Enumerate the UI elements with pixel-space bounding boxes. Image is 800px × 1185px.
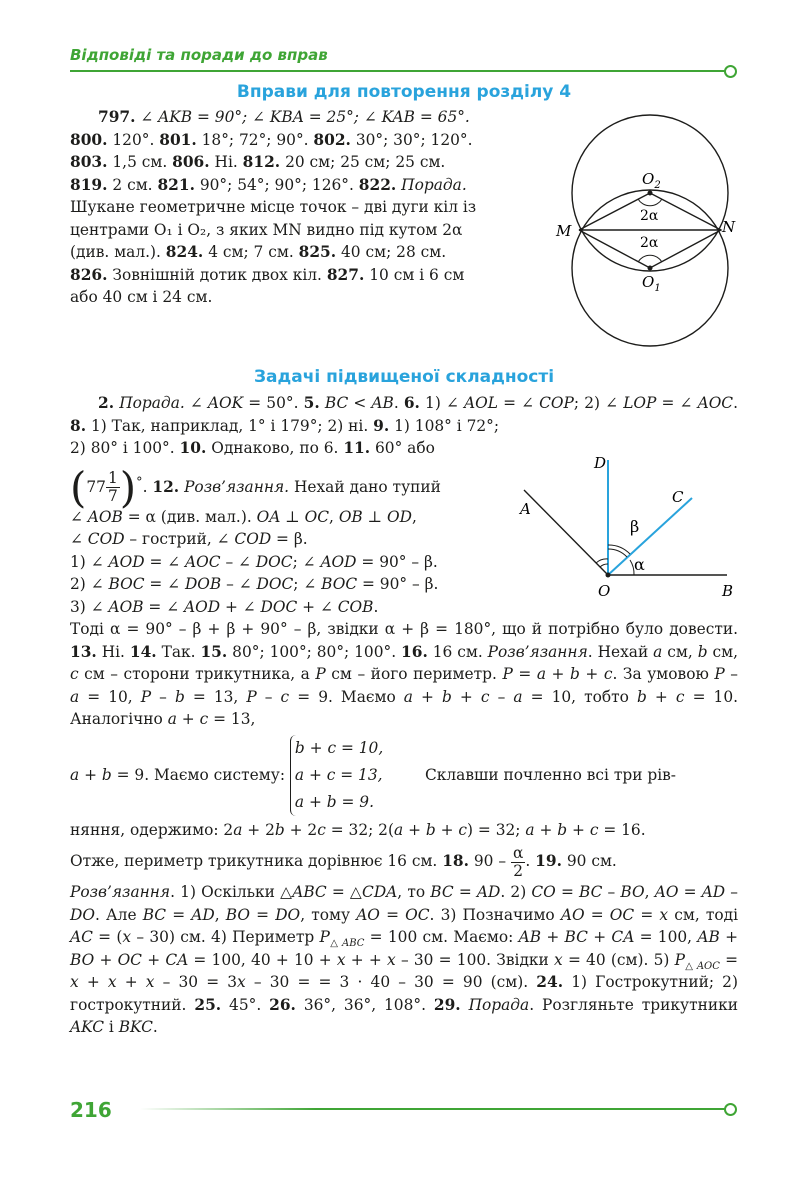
frac-whole: 77 xyxy=(86,477,106,496)
label-d: D xyxy=(594,454,607,472)
header-rule-end xyxy=(724,65,737,78)
answer-line: Розв’язання. 1) Оскільки △ABC = △CDA, то BC = AD. 2) CO = BC – BO, AO = AD – DO. Але BC = AD, BO = DO, тому AO = OC. 3) Позначимо AO = OC = x см, тоді AC = (x – 30) см. 4) Периметр $P_{\triangle ABC} = 100$ см. Маємо: AB + BC + CA = 100, AB + BO + OC + CA = 100, 40 + 10 + x + + x – 30 = 100. Звідки x = 40 (см). 5) $P_{\triangle AOC} = x + x + x - 30 = 3x - 30$ = = 3 · 40 – 30 = 90 (см). 24. 1) Гострокутний; 2) гострокутний. 25. 45°. 26. 36°, 36°, 108°. 29. Порада. Розгляньте трикутники AKC і BKC. xyxy=(70,883,739,1036)
answer-line: няння, одержимо: 2a + 2b + 2c = 32; 2(a + b + c) = 32; a + b + c = 16. xyxy=(70,820,646,839)
label-o1: O xyxy=(642,273,655,291)
answer-line: (77 $\frac{1}{7}$ )°. 12. Розв’язання. Нехай дано тупий xyxy=(70,462,441,512)
label-o2: O xyxy=(642,170,655,188)
header-rule xyxy=(70,70,726,72)
answer-line: Тоді α = 90° – β + β + 90° – β, звідки α + β = 180°, що й потрібно було довести. 13. Ні. 14. Так. 15. 80°; 100°; 80°; 100°. 16. 16 см. Розв’язання. Нехай a см, b см, c см – сторони трикутника, а P см – його периметр. P = a + b + c. За умовою P – a = 10, P – b = 13, P – c = 9. Маємо a + b + c – a = 10, тобто b + c = 10. Аналогічно a + c = 13, xyxy=(70,620,739,728)
label-m: M xyxy=(556,222,572,240)
answer-line: ∠ COD – гострий, ∠ COD = β. xyxy=(70,530,308,548)
label-o1-sub: 1 xyxy=(654,283,661,294)
section-heading-advanced: Задачі підвищеної складності xyxy=(253,367,555,387)
label-alpha: α xyxy=(634,555,645,574)
page-number: 216 xyxy=(70,1098,112,1122)
answer-line: 826. Зовнішній дотик двох кіл. 827. 10 см і 6 см xyxy=(70,265,465,284)
label-n: N xyxy=(722,218,736,236)
label-o2-sub: 2 xyxy=(654,180,661,191)
angle-label-top: 2α xyxy=(640,208,659,224)
answer-line: 800. 120°. 801. 18°; 72°; 90°. 802. 30°; 30°; 120°. xyxy=(70,130,473,149)
answer-line: центрами O₁ і O₂, з яких MN видно під кутом 2α xyxy=(70,220,463,239)
label-a: A xyxy=(520,500,531,518)
review-answers xyxy=(70,106,540,309)
svg-text:O2 xyxy=(642,170,661,191)
fraction-alpha-half: $\frac{\alpha}{2}$ xyxy=(512,843,524,880)
answer-line: ∠ AOB = α (див. мал.). OA ⊥ OC, OB ⊥ OD, xyxy=(70,507,417,526)
answer-line: 2. Порада. ∠ AOK = 50°. 5. BC < AB. 6. 1) ∠ AOL = ∠ COP; 2) ∠ LOP = ∠ AOC. 8. 1) Так, наприклад, 1° і 179°; 2) ні. 9. 1) 108° і 72°; xyxy=(70,394,738,435)
answer-line: 1) ∠ AOD = ∠ AOC – ∠ DOC; ∠ AOD = 90° – β. xyxy=(70,552,438,571)
answer-line: 2) ∠ BOC = ∠ DOB – ∠ DOC; ∠ BOC = 90° – β. xyxy=(70,575,439,593)
svg-text:O1 xyxy=(642,273,661,294)
label-c: C xyxy=(672,488,684,506)
answer-line: 2) 80° і 100°. 10. Однаково, по 6. 11. 60° або xyxy=(70,439,435,457)
label-o: O xyxy=(598,582,611,600)
running-header: Відповіді та поради до вправ xyxy=(70,46,328,64)
answer-line: (див. мал.). 824. 4 см; 7 см. 825. 40 см; 28 см. xyxy=(70,243,447,261)
fraction-one-seventh: $\frac{1}{7}$ xyxy=(107,469,118,506)
answer-line: 3) ∠ AOB = ∠ AOD + ∠ DOC + ∠ COB. xyxy=(70,597,379,616)
footer-rule-end xyxy=(724,1103,737,1116)
angle-label-bottom: 2α xyxy=(640,235,659,251)
answer-line: 797. ∠ AKB = 90°; ∠ KBA = 25°; ∠ KAB = 65°. xyxy=(98,108,470,126)
section-heading-review: Вправи для повторення розділу 4 xyxy=(236,82,572,102)
figure-two-circles xyxy=(548,108,748,348)
answer-line: Шукане геометричне місце точок – дві дуги кіл із xyxy=(70,198,477,216)
advanced-answers xyxy=(70,392,738,1039)
answer-line: 819. 2 см. 821. 90°; 54°; 90°; 126°. 822. Порада. xyxy=(70,175,467,194)
footer-rule xyxy=(140,1108,726,1110)
answer-line: Отже, периметр трикутника дорівнює 16 см. 18. 90 – $\frac{\alpha}{2}$ . 19. 90 см. xyxy=(70,843,617,880)
answer-line: або 40 см і 24 см. xyxy=(70,288,213,306)
answer-line: 803. 1,5 см. 806. Ні. 812. 20 см; 25 см; 25 см. xyxy=(70,153,446,171)
answer-line: a + b = 9. Маємо систему: b + c = 10, a + c = 13, a + b = 9. Склавши почленно всі три рів- xyxy=(70,731,738,819)
equation-system: b + c = 10, a + c = 13, a + b = 9. xyxy=(290,735,383,816)
label-b: B xyxy=(722,582,734,600)
label-beta: β xyxy=(630,517,640,536)
